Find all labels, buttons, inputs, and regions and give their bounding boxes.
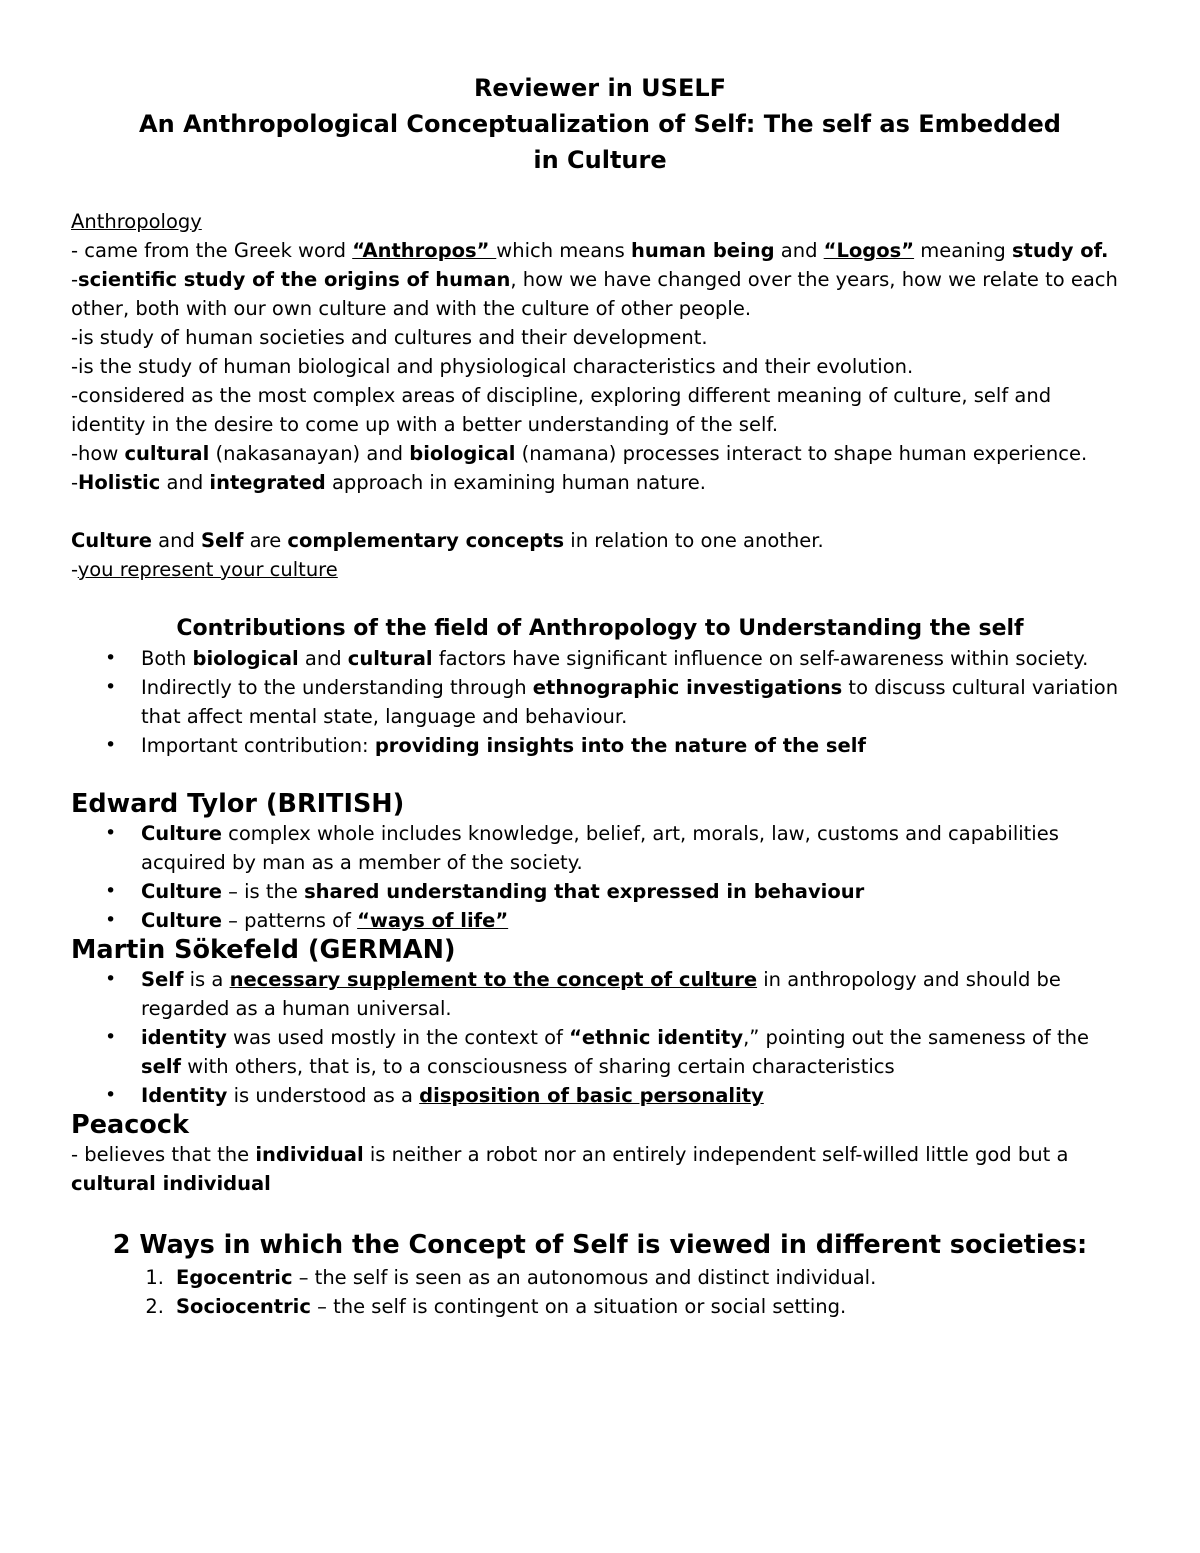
anthropology-section xyxy=(71,207,1129,497)
sokefeld-list xyxy=(71,965,1129,1110)
contributions-list xyxy=(71,644,1129,760)
list-item: 2. Sociocentric – the self is contingent on a situation or social setting. xyxy=(71,1292,1129,1321)
list-item: • Culture – is the shared understanding that expressed in behaviour xyxy=(71,877,1129,906)
bullet-icon: • xyxy=(105,676,117,698)
contributions-section xyxy=(71,614,1129,760)
peacock-section xyxy=(71,1110,1129,1198)
peacock-belief: - believes that the individual is neither a robot nor an entirely independent self-willed little god but a cultural individual xyxy=(71,1143,1069,1195)
list-item: • Indirectly to the understanding through ethnographic investigations to discuss cultural variation that affect mental state, language and behaviour. xyxy=(71,673,1129,731)
list-number: 1. xyxy=(145,1266,164,1289)
peacock-heading: Peacock xyxy=(71,1110,189,1140)
anthropology-processes: -how cultural (nakasanayan) and biological (namana) processes interact to shape human experience. xyxy=(71,442,1088,465)
title-line-2: An Anthropological Conceptualization of Self: The self as Embedded xyxy=(139,110,1061,138)
sokefeld-section xyxy=(71,935,1129,1110)
anthropology-origin: - came from the Greek word “Anthropos” which means human being and “Logos” meaning study of. xyxy=(71,239,1109,262)
culture-self-statement: Culture and Self are complementary concepts in relation to one another. xyxy=(71,529,824,552)
bullet-icon: • xyxy=(105,968,117,990)
list-item: • Both biological and cultural factors have significant influence on self-awareness within society. xyxy=(71,644,1129,673)
culture-self-note: -you represent your culture xyxy=(71,558,338,581)
ways-section xyxy=(71,1227,1129,1321)
bullet-icon: • xyxy=(105,1084,117,1106)
list-item: 1. Egocentric – the self is seen as an autonomous and distinct individual. xyxy=(71,1263,1129,1292)
list-item: • Important contribution: providing insights into the nature of the self xyxy=(71,731,1129,760)
list-number: 2. xyxy=(145,1295,164,1318)
anthropology-scientific: -scientific study of the origins of human, how we have changed over the years, how we relate to each other, both with our own culture and with the culture of other people. xyxy=(71,268,1118,320)
anthropology-heading: Anthropology xyxy=(71,210,202,233)
bullet-icon: • xyxy=(105,880,117,902)
list-item: • Identity is understood as a disposition of basic personality xyxy=(71,1081,1129,1110)
contributions-heading: Contributions of the field of Anthropology to Understanding the self xyxy=(176,616,1024,641)
list-item: • Culture – patterns of “ways of life” xyxy=(71,906,1129,935)
anthropology-societies: -is study of human societies and cultures and their development. xyxy=(71,326,708,349)
ways-list xyxy=(71,1263,1129,1321)
bullet-icon: • xyxy=(105,647,117,669)
culture-self-section xyxy=(71,526,1129,584)
sokefeld-heading: Martin Sökefeld (GERMAN) xyxy=(71,935,456,965)
list-item: • identity was used mostly in the context of “ethnic identity,” pointing out the sameness of the self with others, that is, to a consciousness of sharing certain characteristics xyxy=(71,1023,1129,1081)
bullet-icon: • xyxy=(105,822,117,844)
title-line-1: Reviewer in USELF xyxy=(473,74,727,102)
document-page xyxy=(71,70,1129,1321)
anthropology-biological: -is the study of human biological and physiological characteristics and their evolution. xyxy=(71,355,914,378)
list-item: • Self is a necessary supplement to the concept of culture in anthropology and should be regarded as a human universal. xyxy=(71,965,1129,1023)
bullet-icon: • xyxy=(105,734,117,756)
list-item: • Culture complex whole includes knowledge, belief, art, morals, law, customs and capabilities acquired by man as a member of the society. xyxy=(71,819,1129,877)
title-line-3: in Culture xyxy=(533,146,667,174)
bullet-icon: • xyxy=(105,1026,117,1048)
tylor-section xyxy=(71,789,1129,935)
ways-heading: 2 Ways in which the Concept of Self is viewed in different societies: xyxy=(112,1230,1088,1260)
tylor-list xyxy=(71,819,1129,935)
bullet-icon: • xyxy=(105,909,117,931)
anthropology-holistic: -Holistic and integrated approach in examining human nature. xyxy=(71,471,706,494)
document-title xyxy=(71,70,1129,178)
anthropology-complex: -considered as the most complex areas of discipline, exploring different meaning of culture, self and identity in the desire to come up with a better understanding of the self. xyxy=(71,384,1052,436)
tylor-heading: Edward Tylor (BRITISH) xyxy=(71,789,405,819)
